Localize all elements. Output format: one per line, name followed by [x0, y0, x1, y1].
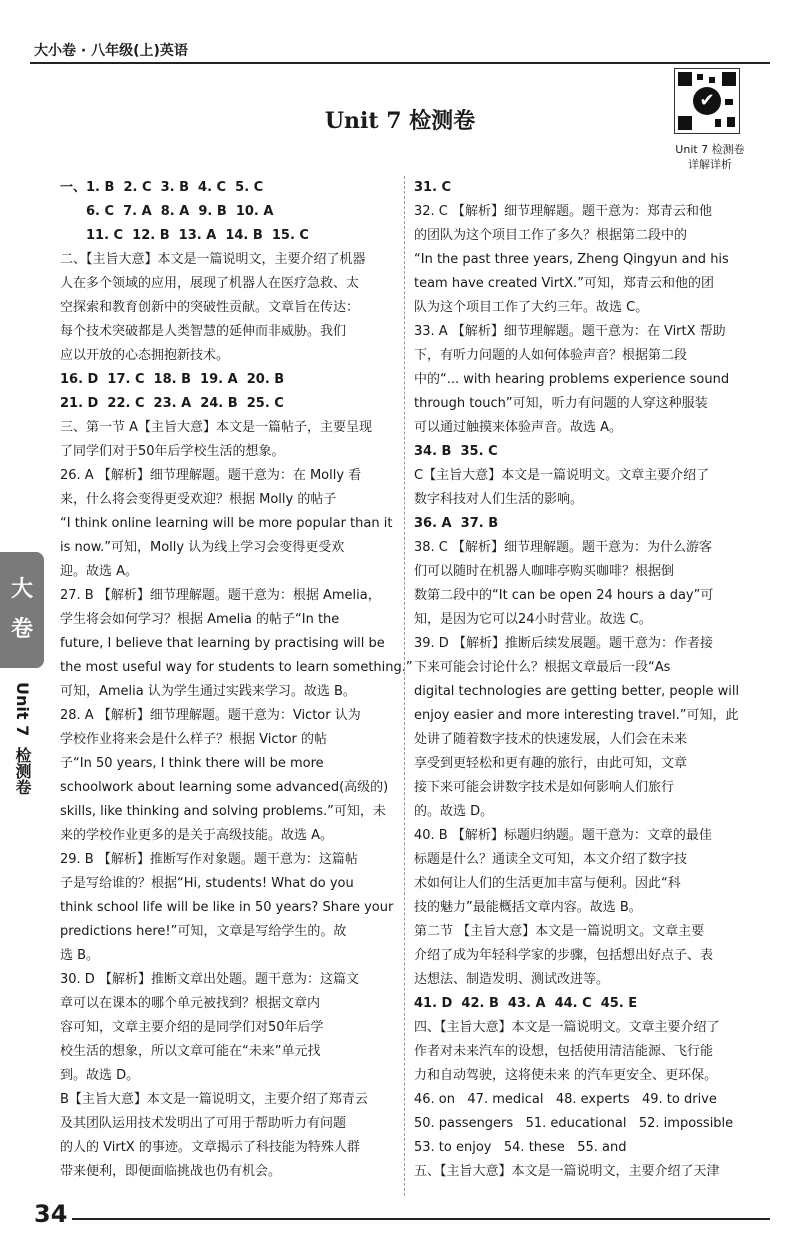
- answer-line: 可以通过触摸来体验声音。故选 A。: [414, 420, 623, 435]
- answer-line: 作者对未来汽车的设想，包括使用清洁能源、飞行能: [414, 1044, 714, 1059]
- answer-line: 的团队为这个项目工作了多久？根据第二段中的: [414, 228, 688, 243]
- answer-line: 子是写给谁的？根据“Hi, students! What do you: [60, 876, 354, 891]
- answer-line: 26. A 【解析】细节理解题。题干意为：在 Molly 看: [60, 468, 362, 483]
- side-tab-char: 卷: [10, 617, 33, 642]
- side-tab-label: [0, 552, 44, 668]
- answer-line: 空探索和教育创新中的突破性贡献。文章旨在传达：: [60, 300, 360, 315]
- answer-line: 中的“... with hearing problems experience sound: [414, 372, 730, 387]
- answer-line: 下来可能会讨论什么？根据文章最后一段“As: [414, 660, 671, 675]
- answer-line: 队为这个项目工作了大约三年。故选 C。: [414, 300, 649, 315]
- qr-caption-line: 详解详析: [688, 158, 732, 171]
- answer-line: predictions here!”可知，文章是写给学生的。故: [60, 924, 347, 939]
- answer-line: 53. to enjoy 54. these 55. and: [414, 1140, 627, 1155]
- answer-line: 容可知，文章主要介绍的是同学们对50年后学: [60, 1020, 324, 1035]
- answer-line: 33. A 【解析】细节理解题。题干意为：在 VirtX 帮助: [414, 324, 726, 339]
- answer-line: 来，什么将会变得更受欢迎？根据 Molly 的帖子: [60, 492, 337, 507]
- header-rule: [30, 62, 770, 64]
- answer-line: 学生将会如何学习？根据 Amelia 的帖子“In the: [60, 612, 340, 627]
- answer-line: 40. B 【解析】标题归纳题。题干意为：文章的最佳: [414, 828, 712, 843]
- answer-line: 来的学校作业更多的是关于高级技能。故选 A。: [60, 828, 334, 843]
- qr-code-icon[interactable]: [674, 68, 740, 134]
- answer-line: digital technologies are getting better, people will: [414, 684, 740, 699]
- answer-line: 人在多个领域的应用，展现了机器人在医疗急救、太: [60, 276, 360, 291]
- answer-line: 二、【主旨大意】本文是一篇说明文，主要介绍了机器: [60, 252, 366, 267]
- answer-line: 章可以在课本的哪个单元被找到？根据文章内: [60, 996, 321, 1011]
- answer-line: 知，是因为它可以24小时营业。故选 C。: [414, 612, 652, 627]
- answer-line: 标题是什么？通读全文可知，本文介绍了数字技: [414, 852, 688, 867]
- qr-caption-line: Unit 7 检测卷: [675, 143, 745, 156]
- answer-line: 21. D 22. C 23. A 24. B 25. C: [60, 396, 284, 411]
- answer-line: 到。故选 D。: [60, 1068, 140, 1083]
- side-tab: [0, 552, 44, 800]
- answer-line: think school life will be like in 50 years? Share your: [60, 900, 394, 915]
- answer-line: B【主旨大意】本文是一篇说明文，主要介绍了郑青云: [60, 1092, 368, 1107]
- answer-line: 11. C 12. B 13. A 14. B 15. C: [86, 228, 309, 243]
- page-title: Unit 7 检测卷: [324, 108, 476, 134]
- answer-line: C【主旨大意】本文是一篇说明文。文章主要介绍了: [414, 468, 710, 483]
- answer-line: 校生活的想象，所以文章可能在“未来”单元找: [60, 1044, 321, 1059]
- side-unit-label: [0, 682, 44, 800]
- answer-line: 31. C: [414, 180, 452, 195]
- answer-line: 带来便利，即便面临挑战也仍有机会。: [60, 1164, 282, 1179]
- answer-line: 处讲了随着数字技术的快速发展，人们会在未来: [414, 732, 688, 747]
- answer-line: 五、【主旨大意】本文是一篇说明文，主要介绍了天津: [414, 1164, 720, 1179]
- answer-line: team have created VirtX.”可知，郑青云和他的团: [414, 276, 714, 291]
- answer-line: 数第二段中的“It can be open 24 hours a day”可: [414, 588, 714, 603]
- answer-line: through touch”可知，听力有问题的人穿这种服装: [414, 396, 708, 411]
- column-divider: [404, 176, 405, 1196]
- answer-line: 46. on 47. medical 48. experts 49. to drive: [414, 1092, 717, 1107]
- answer-line: 41. D 42. B 43. A 44. C 45. E: [414, 996, 638, 1011]
- answer-line: 们可以随时在机器人咖啡亭购买咖啡？根据倒: [414, 564, 675, 579]
- answer-line: is now.”可知，Molly 认为线上学习会变得更受欢: [60, 540, 345, 555]
- answer-line: 介绍了成为年轻科学家的步骤，包括想出好点子、表: [414, 948, 714, 963]
- side-test: 检测卷: [13, 747, 32, 796]
- answer-line: 27. B 【解析】细节理解题。题干意为：根据 Amelia，: [60, 588, 381, 603]
- answer-line: 28. A 【解析】细节理解题。题干意为：Victor 认为: [60, 708, 361, 723]
- answer-line: 四、【主旨大意】本文是一篇说明文。文章主要介绍了: [414, 1020, 720, 1035]
- answer-line: 16. D 17. C 18. B 19. A 20. B: [60, 372, 285, 387]
- answer-line: 36. A 37. B: [414, 516, 499, 531]
- answer-line: 应以开放的心态拥抱新技术。: [60, 348, 230, 363]
- answer-line: 力和自动驾驶，这将使未来 的汽车更安全、更环保。: [414, 1068, 718, 1083]
- left-answer-column: [60, 176, 413, 1184]
- answer-line: 接下来可能会讲数字技术是如何影响人们旅行: [414, 780, 675, 795]
- answer-line: 39. D 【解析】推断后续发展题。题干意为：作者接: [414, 636, 713, 651]
- answer-line: “In the past three years, Zheng Qingyun and his: [414, 252, 729, 267]
- answer-line: 下，有听力问题的人如何体验声音？根据第二段: [414, 348, 688, 363]
- right-answer-column: [414, 176, 750, 1184]
- answer-line: 38. C 【解析】细节理解题。题干意为：为什么游客: [414, 540, 713, 555]
- answer-line: 及其团队运用技术发明出了可用于帮助听力有问题: [60, 1116, 347, 1131]
- answer-line: 可知，Amelia 认为学生通过实践来学习。故选 B。: [60, 684, 356, 699]
- answer-line: 迎。故选 A。: [60, 564, 139, 579]
- page-number: 34: [34, 1200, 68, 1228]
- answer-line: 的人的 VirtX 的事迹。文章揭示了科技能为特殊人群: [60, 1140, 360, 1155]
- answer-line: 子“In 50 years, I think there will be more: [60, 756, 324, 771]
- side-tab-char: 大: [10, 577, 33, 602]
- qr-caption: [660, 142, 760, 172]
- answer-line: enjoy easier and more interesting travel.”可知，此: [414, 708, 739, 723]
- answer-line: 学校作业将来会是什么样子？根据 Victor 的帖: [60, 732, 328, 747]
- answer-line: 选 B。: [60, 948, 100, 963]
- answer-line: 34. B 35. C: [414, 444, 498, 459]
- answer-line: “I think online learning will be more popular than it: [60, 516, 393, 531]
- footer-rule: [72, 1218, 770, 1220]
- answer-line: 技的魅力”最能概括文章内容。故选 B。: [414, 900, 642, 915]
- answer-line: future, I believe that learning by practising will be: [60, 636, 385, 651]
- answer-line: 达想法、制造发明、测试改进等。: [414, 972, 610, 987]
- answer-line: schoolwork about learning some advanced(高级的): [60, 780, 389, 795]
- book-header: 大小卷 · 八年级(上)英语: [34, 43, 188, 59]
- answer-line: 6. C 7. A 8. A 9. B 10. A: [86, 204, 274, 219]
- answer-line: 32. C 【解析】细节理解题。题干意为：郑青云和他: [414, 204, 713, 219]
- answer-line: skills, like thinking and solving problems.”可知，未: [60, 804, 386, 819]
- answer-line: 的。故选 D。: [414, 804, 494, 819]
- side-unit: Unit 7: [13, 682, 32, 737]
- answer-line: 了同学们对于50年后学校生活的想象。: [60, 444, 285, 459]
- answer-line: 一、1. B 2. C 3. B 4. C 5. C: [60, 180, 264, 195]
- answer-line: 29. B 【解析】推断写作对象题。题干意为：这篇帖: [60, 852, 358, 867]
- answer-line: 数字科技对人们生活的影响。: [414, 492, 584, 507]
- answer-line: 30. D 【解析】推断文章出处题。题干意为：这篇文: [60, 972, 359, 987]
- check-icon: ✔: [693, 87, 721, 115]
- answer-line: 术如何让人们的生活更加丰富与便利。因此“科: [414, 876, 681, 891]
- answer-line: 享受到更轻松和更有趣的旅行，由此可知，文章: [414, 756, 688, 771]
- answer-line: 每个技术突破都是人类智慧的延伸而非威胁。我们: [60, 324, 347, 339]
- answer-line: 三、第一节 A【主旨大意】本文是一篇帖子，主要呈现: [60, 420, 373, 435]
- answer-line: the most useful way for students to learn something.”: [60, 660, 413, 675]
- answer-line: 第二节 【主旨大意】本文是一篇说明文。文章主要: [414, 924, 705, 939]
- answer-line: 50. passengers 51. educational 52. impossible: [414, 1116, 734, 1131]
